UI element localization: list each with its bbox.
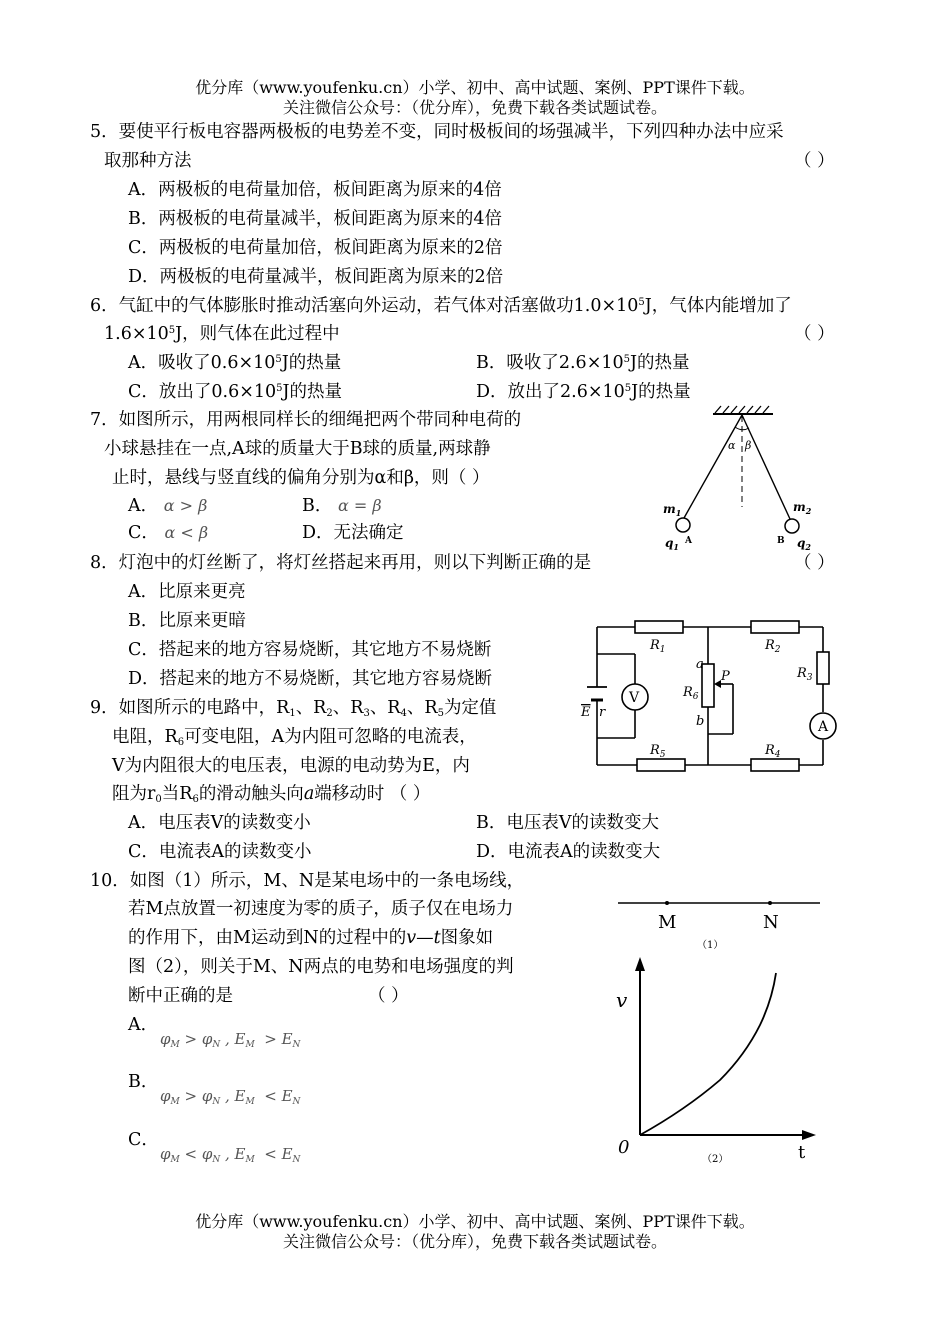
r1-label: $R_1$	[650, 638, 666, 655]
q8-option-d: D．搭起来的地方不易烧断，其它地方容易烧断	[128, 669, 493, 689]
r5-label: $R_5$	[650, 743, 666, 760]
slider-arrow	[714, 680, 721, 688]
slider-p-label: P	[721, 669, 730, 684]
label-m: M	[658, 912, 677, 933]
m2-label: $m_2$	[793, 500, 812, 516]
q7-stem-line1: 7．如图所示，用两根同样长的细绳把两个带同种电荷的	[90, 410, 522, 430]
q7-option-c: C． α < β	[128, 523, 209, 543]
v-axis-arrow	[635, 957, 645, 971]
q6-option-c: C．放出了$0.6\times 10^5J$的热量	[128, 382, 343, 402]
q8-option-a: A．比原来更亮	[128, 582, 246, 602]
q10-stem-line4: 图（2），则关于M、N两点的电势和电场强度的判	[128, 957, 514, 977]
label-a: A	[685, 536, 692, 546]
q7-pendulum-figure	[655, 402, 830, 557]
q10-stem-line3: 的作用下，由M运动到N的过程中的v—t图象如	[128, 928, 494, 948]
r4-label: $R_4$	[765, 743, 781, 760]
origin-label: 0	[618, 1137, 630, 1158]
q10-option-b-formula: $\varphi_M > \varphi_N$ , $E_M < E_N$	[160, 1087, 301, 1107]
caption-1: （1）	[697, 940, 724, 951]
r2-label: $R_2$	[765, 638, 781, 655]
point-n	[768, 901, 772, 905]
q7-stem-line2: 小球悬挂在一点,A球的质量大于B球的质量,两球静	[104, 439, 491, 459]
q2-label: $q_2$	[797, 536, 811, 552]
r3-label: $R_3$	[797, 666, 813, 683]
resistor-r4	[751, 759, 799, 771]
q8-option-c: C．搭起来的地方容易烧断，其它地方不易烧断	[128, 640, 492, 660]
resistor-r1	[635, 621, 683, 633]
label-n: N	[763, 912, 779, 933]
q6-option-d: D．放出了$2.6\times 10^5J$的热量	[476, 382, 691, 402]
q9-option-a: A．电压表V的读数变小	[128, 813, 311, 833]
q5-option-d: D．两极板的电荷量减半，板间距离为原来的2倍	[128, 267, 504, 287]
q9-circuit-figure	[575, 612, 840, 774]
q8-option-b: B．比原来更暗	[128, 611, 246, 631]
q10-option-a-label: A．	[128, 1015, 159, 1035]
string-b	[742, 415, 790, 519]
q9-option-d: D．电流表A的读数变大	[476, 842, 661, 862]
ball-a	[676, 518, 690, 532]
q5-stem-line1: 5．要使平行板电容器两极板的电势差不变，同时极板间的场强减半，下列四种办法中应采	[90, 122, 784, 142]
resistor-r6	[702, 664, 714, 707]
t-axis-label: t	[798, 1142, 806, 1163]
q6-option-b: B．吸收了$2.6\times 10^5J$的热量	[476, 353, 690, 373]
q10-option-b-label: B．	[128, 1072, 159, 1092]
voltmeter-label: V	[629, 690, 640, 706]
q10-stem-line2: 若M点放置一初速度为零的质子，质子仅在电场力	[128, 899, 514, 919]
internal-r-label: r	[599, 705, 606, 720]
q10-stem-line1: 10．如图（1）所示，M、N是某电场中的一条电场线，	[90, 871, 525, 891]
point-a-label: a	[696, 657, 704, 672]
t-axis-arrow	[802, 1130, 816, 1140]
q7-option-b: B． α = β	[302, 496, 382, 516]
q7-option-d: D．无法确定	[302, 523, 404, 543]
q10-stem-line5: 断中正确的是	[128, 986, 233, 1006]
q8-stem: 8．灯泡中的灯丝断了，将灯丝搭起来再用，则以下判断正确的是	[90, 553, 592, 573]
q10-option-a-formula: $\varphi_M > \varphi_N$ , $E_M > E_N$	[160, 1030, 301, 1050]
q1-label: $q_1$	[665, 536, 679, 552]
q6-stem-line2: $1.6\times 10^5J$，则气体在此过程中	[104, 324, 340, 344]
q10-option-c-label: C．	[128, 1130, 159, 1150]
q10-vt-graph	[610, 955, 825, 1167]
resistor-r3	[817, 652, 829, 684]
q7-stem-line3: 止时，悬线与竖直线的偏角分别为α和β，则（ ）	[112, 468, 490, 488]
q6-answer-paren: （ ）	[794, 324, 835, 344]
q9-stem-line2: 电阻，$R_6$可变电阻，A为内阻可忽略的电流表，	[112, 727, 477, 748]
label-b: B	[777, 536, 785, 546]
string-a	[684, 415, 742, 518]
q6-stem-line1: 6．气缸中的气体膨胀时推动活塞向外运动，若气体对活塞做功$1.0\times 10^5J$，气体内能增加了	[90, 296, 792, 316]
header-line-1: 优分库（www.youfenku.cn）小学、初中、高中试题、案例、PPT课件下载。	[195, 78, 755, 97]
q10-option-c-formula: $\varphi_M < \varphi_N$ , $E_M < E_N$	[160, 1145, 301, 1165]
q10-field-line-figure	[615, 895, 825, 955]
q9-option-b: B．电压表V的读数变大	[476, 813, 659, 833]
q5-stem-line2: 取那种方法	[104, 151, 192, 171]
alpha-label: α	[728, 439, 736, 452]
ammeter-label: A	[818, 719, 829, 735]
footer-line-1: 优分库（www.youfenku.cn）小学、初中、高中试题、案例、PPT课件下载。	[195, 1212, 755, 1231]
point-b-label: b	[696, 714, 705, 729]
v-axis-label: v	[616, 988, 628, 1012]
emf-label: E	[581, 705, 591, 720]
q9-stem-line1: 9．如图所示的电路中，$R_1$、$R_2$、$R_3$、$R_4$、$R_5$为定值	[90, 698, 497, 719]
q5-option-c: C．两极板的电荷量加倍，板间距离为原来的2倍	[128, 238, 503, 258]
ball-b	[785, 519, 799, 533]
q8-answer-paren: （ ）	[794, 553, 835, 573]
q9-option-c: C．电流表A的读数变小	[128, 842, 312, 862]
q9-stem-line4: 阻为$r_0$当$R_6$的滑动触头向a端移动时 （ ）	[112, 784, 431, 805]
q6-option-a: A．吸收了$0.6\times 10^5J$的热量	[128, 353, 342, 373]
ceiling-hatch	[715, 406, 769, 413]
caption-2: （2）	[702, 1154, 729, 1165]
q5-answer-paren: （ ）	[794, 151, 835, 171]
resistor-r2	[751, 621, 799, 633]
point-m	[665, 901, 669, 905]
q5-option-b: B．两极板的电荷量减半，板间距离为原来的4倍	[128, 209, 502, 229]
m1-label: $m_1$	[663, 502, 682, 518]
beta-label: β	[745, 439, 752, 452]
v-t-curve	[640, 973, 776, 1135]
header-line-2: 关注微信公众号：（优分库），免费下载各类试题试卷。	[282, 98, 667, 117]
q9-stem-line3: V为内阻很大的电压表，电源的电动势为E，内	[112, 756, 470, 776]
r6-label: $R_6$	[683, 685, 699, 702]
q10-answer-paren: （ ）	[368, 986, 409, 1006]
footer-line-2: 关注微信公众号：（优分库），免费下载各类试题试卷。	[282, 1232, 667, 1251]
q5-option-a: A．两极板的电荷量加倍，板间距离为原来的4倍	[128, 180, 502, 200]
resistor-r5	[637, 759, 685, 771]
q7-option-a: A． α > β	[128, 496, 208, 516]
